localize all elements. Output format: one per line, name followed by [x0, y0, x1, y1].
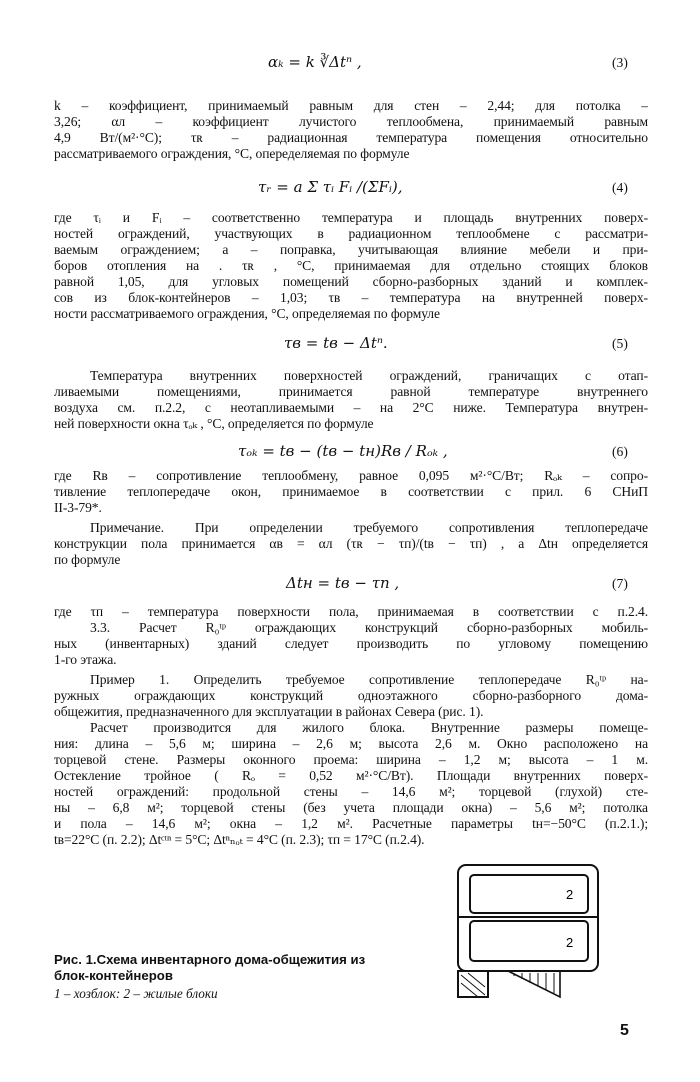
text-line: 3.3. Расчет R₀ᵗᵖ ограждающих конструкций сборно-разборных мобиль-: [90, 620, 648, 635]
figure-caption-legend: 1 – хозблок: 2 – жилые блоки: [54, 986, 218, 1001]
formula-number-4: (4): [612, 180, 628, 195]
text-line: ружных ограждающих конструкций одноэтажного сборно-разборного дома-: [54, 688, 648, 703]
block-label-upper: 2: [566, 887, 574, 902]
text-line: Температура внутренних поверхностей ограждений, граничащих с отап-: [90, 368, 648, 383]
text-line: ны – 6,8 м²; торцевой стены (без учета площади окна) – 5,6 м²; потолка: [54, 800, 648, 815]
text-line: ности рассматриваемого ограждения, °С, определяемая по формуле: [54, 306, 440, 321]
formula-4: τᵣ = a Σ τᵢ Fᵢ /(ΣFᵢ),: [258, 178, 403, 196]
figure-caption-title-cont: блок-контейнеров: [54, 968, 173, 983]
text-line: конструкции пола принимается αв = αл (τʀ − τп)/(tв − τп) , а Δtн определяется: [54, 536, 648, 551]
text-line: сов из блок-контейнеров – 1,03; τв – температура на внутренней поверх-: [54, 290, 648, 305]
formula-6: τₒₖ = tв − (tв − tн)Rв / Rₒₖ ,: [238, 442, 448, 460]
text-line: II-3-79*.: [54, 500, 102, 515]
formula-3: αₖ = k ∛Δtⁿ ,: [268, 53, 362, 71]
building-plan-diagram: [448, 857, 612, 1009]
text-line: ней поверхности окна τₒₖ , °С, определяется по формуле: [54, 416, 374, 431]
block-label-lower: 2: [566, 935, 574, 950]
text-line: ния: длина – 5,6 м; ширина – 2,6 м; высота 2,6 м. Окно расположено на: [54, 736, 648, 751]
text-line: 4,9 Вт/(м²·°С); τʀ – радиационная температура помещения относительно: [54, 130, 648, 145]
text-line: где Rв – сопротивление теплообмену, равное 0,095 м²·°С/Вт; Rₒₖ – сопро-: [54, 468, 648, 483]
formula-number-3: (3): [612, 55, 628, 70]
text-line: ваемым ограждением; a – поправка, учитывающая влияние мебели и при-: [54, 242, 648, 257]
text-line: где τп – температура поверхности пола, принимаемая в соответствии с п.2.4.: [54, 604, 648, 619]
text-line: по формуле: [54, 552, 121, 567]
text-line: ностей ограждений: продольной стены – 14,6 м²; торцевой (глухой) сте-: [54, 784, 648, 799]
text-line: Расчет производится для жилого блока. Внутренние размеры помеще-: [90, 720, 648, 735]
text-line: ливаемыми помещениями, принимается равной температуре внутреннего: [54, 384, 648, 399]
text-line: Примечание. При определении требуемого сопротивления теплопередаче: [90, 520, 648, 535]
text-line: Пример 1. Определить требуемое сопротивление теплопередаче R₀ᵗᵖ на-: [90, 672, 648, 687]
text-line: k – коэффициент, принимаемый равным для стен – 2,44; для потолка –: [54, 98, 648, 113]
figure-caption-title: Рис. 1.Схема инвентарного дома-общежития из: [54, 952, 366, 967]
text-line: tв=22°С (п. 2.2); Δtᶜᵗⁿ = 5°С; Δtⁿₙₒₜ = 4°С (п. 2.3); τп = 17°С (п.2.4).: [54, 832, 425, 847]
text-line: и пола – 14,6 м²; окна – 1,2 м². Расчетные параметры tн=−50°С (п.2.1.);: [54, 816, 648, 831]
text-line: тивление теплопередаче окон, принимаемое в соответствии с прил. 6 СНиП: [54, 484, 648, 499]
formula-number-6: (6): [612, 444, 628, 459]
text-line: общежития, предназначенного для эксплуатации в районах Севера (рис. 1).: [54, 704, 484, 719]
text-line: 1-го этажа.: [54, 652, 117, 667]
text-line: 3,26; αл – коэффициент лучистого теплообмена, принимаемый равным: [54, 114, 648, 129]
formula-number-5: (5): [612, 336, 628, 351]
formula-number-7: (7): [612, 576, 628, 591]
text-line: воздуха см. п.2.2, с неотапливаемыми – на 2°С ниже. Температура внутрен-: [54, 400, 648, 415]
text-line: ных (инвентарных) зданий следует производить по угловому помещению: [54, 636, 648, 651]
text-line: рассматриваемого ограждения, °С, опеределяемая по формуле: [54, 146, 410, 161]
text-line: равной 1,05, для угловых помещений сборно-разборных зданий и комплек-: [54, 274, 648, 289]
text-line: боров отопления на . τʀ , °С, принимаемая для отдельно стоящих блоков: [54, 258, 648, 273]
text-line: Остекление тройное ( Rₒ = 0,52 м²·°С/Вт). Площади внутренних поверх-: [54, 768, 648, 783]
text-line: ностей ограждений, участвующих в радиационном теплообмене с рассматри-: [54, 226, 648, 241]
page-number: 5: [620, 1022, 629, 1039]
formula-5: τв = tв − Δtⁿ.: [284, 334, 388, 352]
formula-7: Δtн = tв − τп ,: [286, 574, 400, 592]
entrance-ramp: [508, 971, 560, 997]
text-line: где τᵢ и Fᵢ – соответственно температура и площадь внутренних поверх-: [54, 210, 648, 225]
text-line: торцевой стене. Размеры оконного проема: ширина – 1,2 м; высота – 1 м.: [54, 752, 648, 767]
